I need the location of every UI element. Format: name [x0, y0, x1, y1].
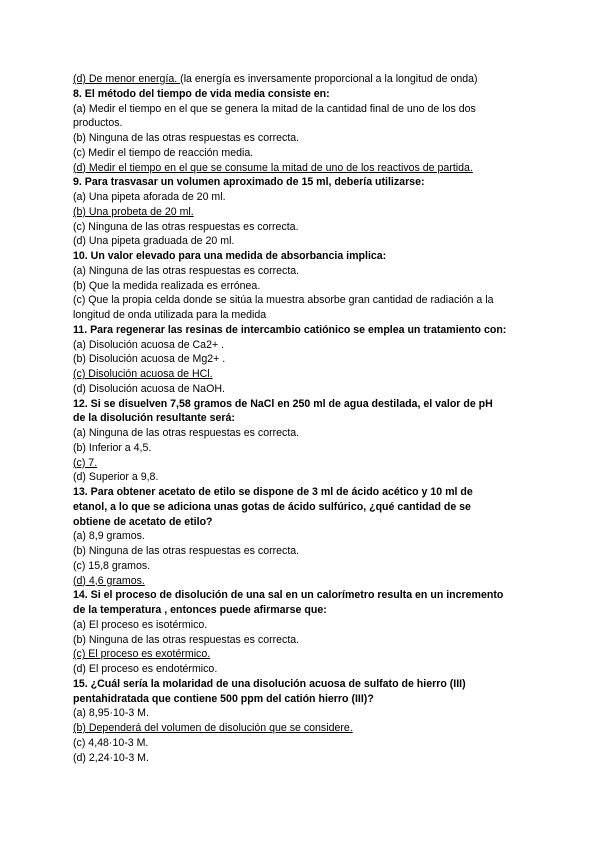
answer-line: (d) 2,24·10-3 M.: [73, 751, 149, 764]
answer-line: (d) Superior a 9,8.: [73, 471, 159, 484]
question-text: 11. Para regenerar las resinas de intercambio catiónico se emplea un tratamiento con:: [73, 323, 507, 336]
answer-line: longitud de onda utilizada para la medida: [73, 309, 267, 321]
question-text: de la disolución resultante será:: [73, 412, 235, 425]
answer-line: (c) Ninguna de las otras respuestas es correcta.: [73, 220, 299, 233]
question-text: 14. Si el proceso de disolución de una sal en un calorímetro resulta en un incremento: [73, 589, 504, 602]
question-text: pentahidratada que contiene 500 ppm del catión hierro (III)?: [73, 692, 374, 705]
answer-line: (d) Una pipeta graduada de 20 ml.: [73, 235, 235, 248]
answer-line: (a) Ninguna de las otras respuestas es correcta.: [73, 427, 300, 439]
answer-note: (la energía es inversamente proporcional a la longitud de onda): [180, 73, 478, 85]
answer-line: (a) Medir el tiempo en el que se genera la mitad de la cantidad final de uno de los dos: [73, 102, 476, 115]
question-text: 13. Para obtener acetato de etilo se dispone de 3 ml de ácido acético y 10 ml de: [73, 486, 473, 498]
correct-answer-option: (b) Dependerá del volumen de disolución que se considere.: [73, 722, 353, 734]
answer-line: (c) Medir el tiempo de reacción media.: [73, 146, 254, 159]
question-text: 15. ¿Cuál sería la molaridad de una disolución acuosa de sulfato de hierro (III): [73, 677, 466, 690]
question-text: 9. Para trasvasar un volumen aproximado de 15 ml, debería utilizarse:: [73, 176, 425, 189]
question-text: 10. Un valor elevado para una medida de absorbancia implica:: [73, 250, 387, 262]
answer-line: (a) 8,95·10-3 M.: [73, 707, 149, 720]
answer-line: (a) 8,9 gramos.: [73, 530, 145, 543]
correct-answer-option: (c) El proceso es exotérmico.: [73, 648, 211, 661]
answer-line: (c) 15,8 gramos.: [73, 559, 151, 572]
answer-line: (b) Ninguna de las otras respuestas es correcta.: [73, 545, 300, 557]
correct-answer-option: (b) Una probeta de 20 ml.: [73, 205, 194, 218]
question-text: etanol, a lo que se adiciona unas gotas de ácido sulfúrico, ¿qué cantidad de se: [73, 500, 471, 513]
question-text: obtiene de acetato de etilo?: [73, 515, 213, 528]
answer-line: (d) Disolución acuosa de NaOH.: [73, 382, 225, 395]
answer-line: (b) Inferior a 4,5.: [73, 441, 152, 454]
question-text: de la temperatura , entonces puede afirmarse que:: [73, 604, 327, 616]
question-text: 12. Si se disuelven 7,58 gramos de NaCl en 250 ml de agua destilada, el valor de pH: [73, 397, 493, 410]
answer-line: (c) Que la propia celda donde se sitúa la muestra absorbe gran cantidad de radiación a la: [73, 294, 494, 307]
answer-line: (d) El proceso es endotérmico.: [73, 663, 218, 675]
correct-answer-option: (c) 7.: [73, 456, 98, 469]
answer-line: (a) Una pipeta aforada de 20 ml.: [73, 191, 226, 203]
document-body: [73, 72, 540, 765]
correct-answer-option: (d) Medir el tiempo en el que se consume la mitad de uno de los reactivos de partida.: [73, 161, 473, 174]
answer-line: (a) Disolución acuosa de Ca2+ .: [73, 338, 225, 351]
answer-line: (b) Ninguna de las otras respuestas es correcta.: [73, 633, 300, 646]
correct-answer-option: (c) Disolución acuosa de HCl.: [73, 368, 213, 380]
answer-line: (b) Que la medida realizada es errónea.: [73, 279, 261, 292]
answer-line: (a) Ninguna de las otras respuestas es correcta.: [73, 264, 300, 277]
answer-line: (b) Ninguna de las otras respuestas es correcta.: [73, 132, 300, 144]
correct-answer-option: (d) De menor energía.: [73, 73, 181, 85]
answer-line: productos.: [73, 117, 123, 130]
answer-line: (b) Disolución acuosa de Mg2+ .: [73, 353, 226, 366]
answer-line: (c) 4,48·10-3 M.: [73, 736, 149, 749]
question-text: 8. El método del tiempo de vida media consiste en:: [73, 87, 330, 100]
correct-answer-option: (d) 4,6 gramos.: [73, 574, 145, 587]
answer-line: [73, 72, 540, 87]
answer-line: (a) El proceso es isotérmico.: [73, 618, 208, 631]
